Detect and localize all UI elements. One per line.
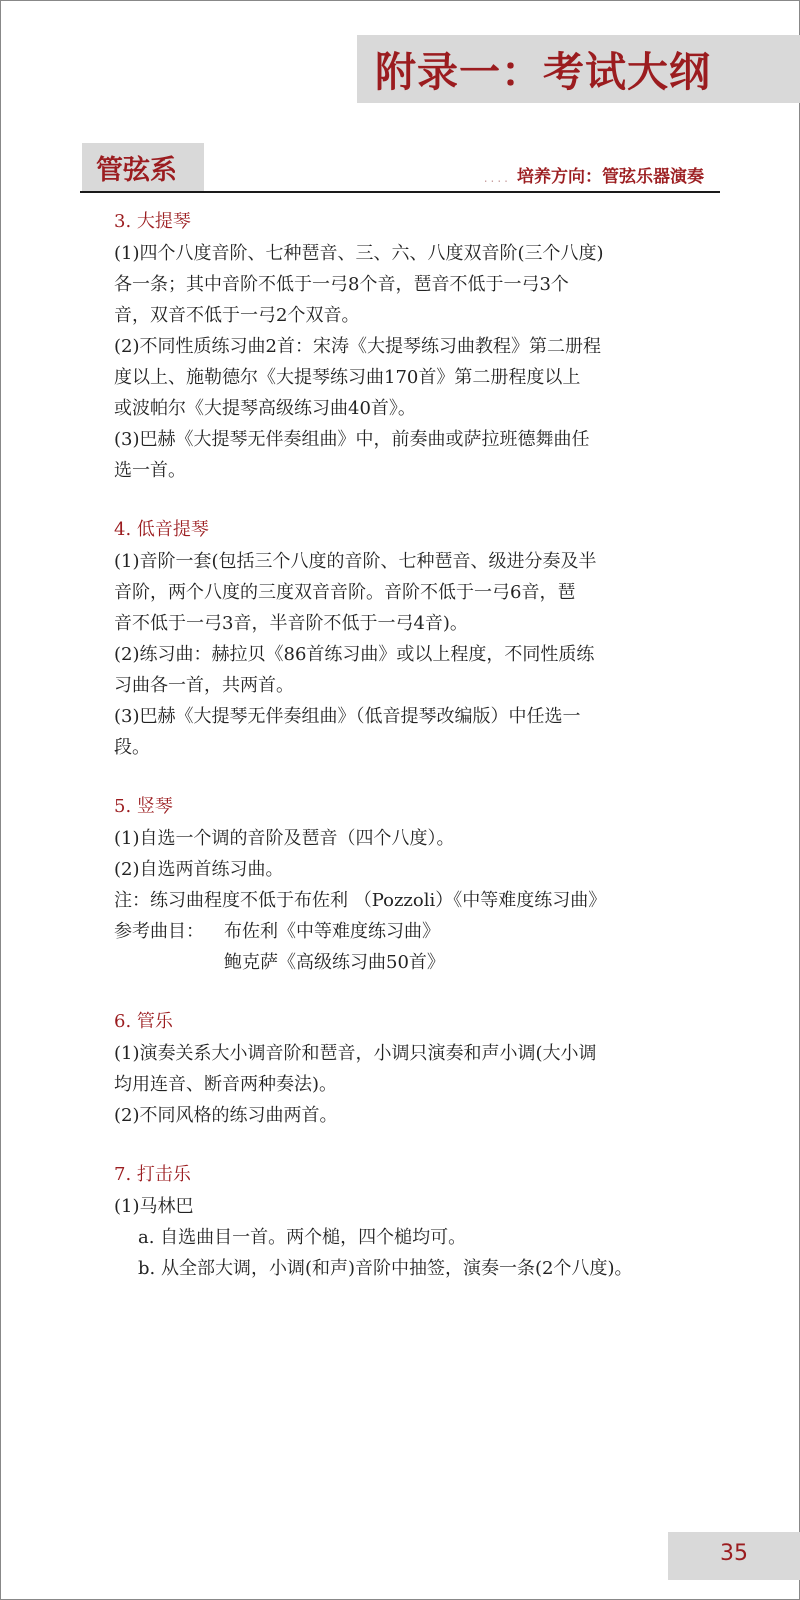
line: 音不低于一弓3音，半音阶不低于一弓4音)。 <box>114 613 468 634</box>
line: (1)四个八度音阶、七种琶音、三、六、八度双音阶(三个八度) <box>114 243 604 264</box>
page-title: 附录一：考试大纲 <box>375 48 711 96</box>
list-item <box>114 639 734 701</box>
section-title-double-bass: 4. 低音提琴 <box>114 519 209 540</box>
list-item <box>114 701 734 763</box>
direction-label <box>440 162 704 187</box>
section-title-percussion: 7. 打击乐 <box>114 1164 191 1185</box>
header-rule <box>80 191 720 193</box>
section-title-winds: 6. 管乐 <box>114 1011 173 1032</box>
line: 音阶，两个八度的三度双音音阶。音阶不低于一弓6音，琶 <box>114 582 576 603</box>
line: 选一首。 <box>114 460 186 481</box>
sub-item: a. 自选曲目一首。两个槌，四个槌均可。 <box>138 1227 467 1248</box>
page-number: 35 <box>720 1541 748 1566</box>
reference-row <box>114 916 734 947</box>
line: 度以上、施勒德尔《大提琴练习曲170首》第二册程度以上 <box>114 367 581 388</box>
line: (3)巴赫《大提琴无伴奏组曲》中，前奏曲或萨拉班德舞曲任 <box>114 429 590 450</box>
line: 或波帕尔《大提琴高级练习曲40首》。 <box>114 398 416 419</box>
line: (3)巴赫《大提琴无伴奏组曲》（低音提琴改编版）中任选一 <box>114 706 581 727</box>
reference-item: 鲍克萨《高级练习曲50首》 <box>224 952 445 973</box>
reference-item: 布佐利《中等难度练习曲》 <box>224 921 440 942</box>
line: (1)音阶一套(包括三个八度的音阶、七种琶音、级进分奏及半 <box>114 551 597 572</box>
list-item <box>114 1038 734 1100</box>
sub-item: b. 从全部大调，小调(和声)音阶中抽签，演奏一条(2个八度)。 <box>138 1258 633 1279</box>
list-item: (1)自选一个调的音阶及琶音（四个八度）。 <box>114 828 455 849</box>
note-text: 注：练习曲程度不低于布佐利 （Pozzoli）《中等难度练习曲》 <box>114 890 607 911</box>
reference-row <box>114 947 734 978</box>
line: 习曲各一首，共两首。 <box>114 675 294 696</box>
list-item <box>114 238 734 331</box>
list-item <box>114 331 734 424</box>
line: 各一条；其中音阶不低于一弓8个音，琶音不低于一弓3个 <box>114 274 569 295</box>
direction-dots: .... <box>483 171 511 185</box>
department-tab <box>82 143 204 191</box>
title-banner <box>357 35 800 103</box>
line: (2)练习曲：赫拉贝《86首练习曲》或以上程度，不同性质练 <box>114 644 595 665</box>
line: 段。 <box>114 737 150 758</box>
list-item <box>114 1100 734 1131</box>
list-item <box>114 546 734 639</box>
department-label: 管弦系 <box>96 155 177 186</box>
line: (2)不同性质练习曲2首：宋涛《大提琴练习曲教程》第二册程 <box>114 336 601 357</box>
line: (2)不同风格的练习曲两首。 <box>114 1105 338 1126</box>
list-item: (1)马林巴 <box>114 1196 194 1217</box>
line: 音，双音不低于一弓2个双音。 <box>114 305 360 326</box>
section-title-cello: 3. 大提琴 <box>114 211 191 232</box>
list-item: (2)自选两首练习曲。 <box>114 859 284 880</box>
line: 均用连音、断音两种奏法)。 <box>114 1074 338 1095</box>
reference-label: 参考曲目： <box>114 921 204 942</box>
direction-text: 培养方向：管弦乐器演奏 <box>517 167 704 187</box>
section-title-harp: 5. 竖琴 <box>114 796 173 817</box>
list-item <box>114 424 734 486</box>
line: (1)演奏关系大小调音阶和琶音，小调只演奏和声小调(大小调 <box>114 1043 597 1064</box>
syllabus-content <box>114 206 734 1284</box>
page-number-box <box>668 1532 800 1580</box>
